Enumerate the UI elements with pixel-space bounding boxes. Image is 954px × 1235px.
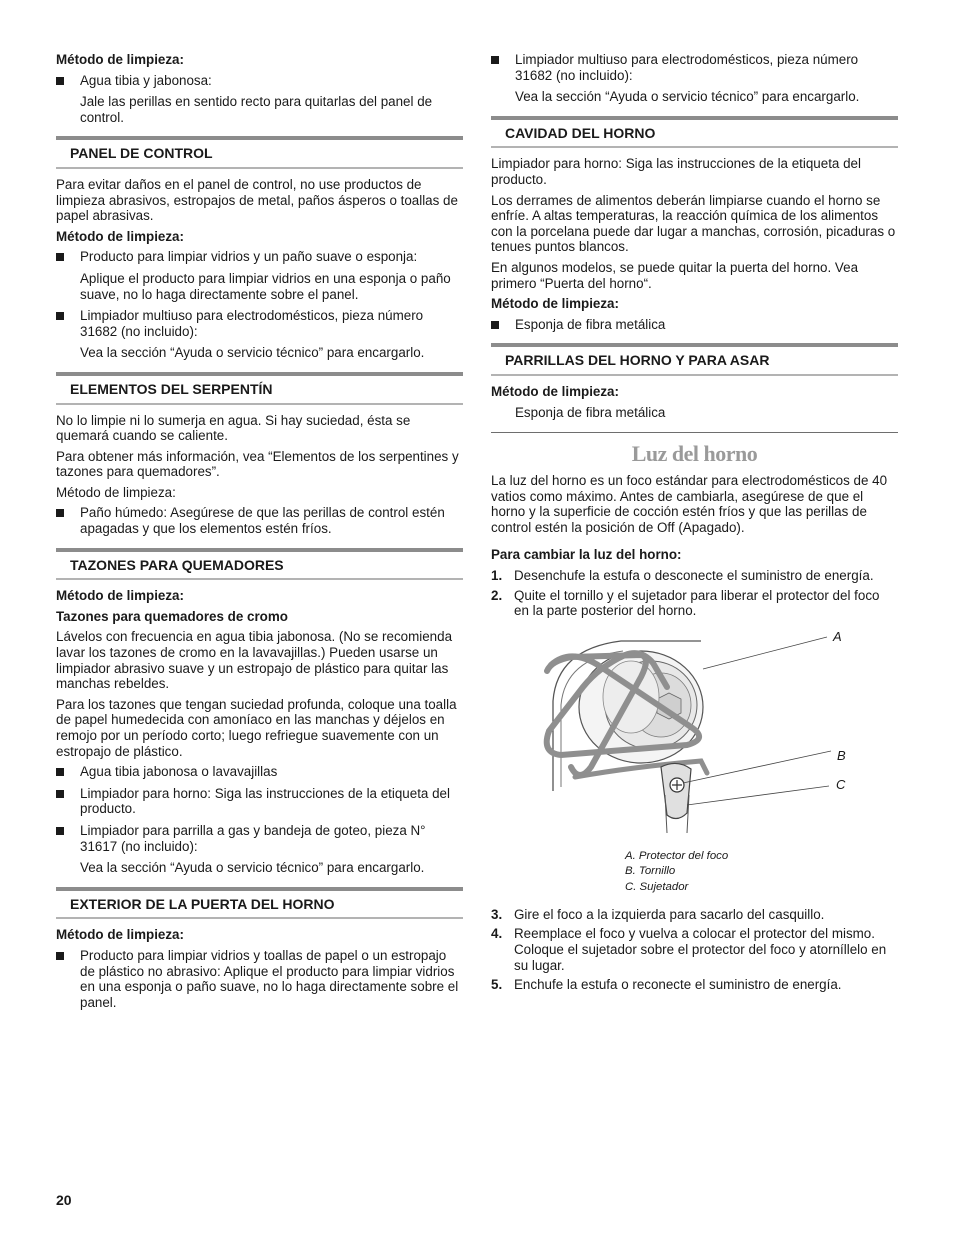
bullet-item: Agua tibia y jabonosa: [56,73,463,89]
section-header-cavidad: CAVIDAD DEL HORNO [491,116,898,149]
square-bullet-icon [56,77,64,85]
left-column [56,52,463,1016]
paragraph: En algunos modelos, se puede quitar la puerta del horno. Vea primero “Puerta del horno“. [491,259,859,291]
sub-label: Tazones para quemadores de cromo [56,608,288,624]
square-bullet-icon [56,768,64,776]
method-label: Método de limpieza: [491,383,619,399]
section-header-exterior: EXTERIOR DE LA PUERTA DEL HORNO [56,887,463,920]
bullet-item: Paño húmedo: Asegúrese de que las perillas de control estén apagadas y que los elementos estén fríos. [56,505,463,536]
oven-light-diagram [491,627,898,859]
section-header-tazones: TAZONES PARA QUEMADORES [56,548,463,581]
bullet-subtext: Jale las perillas en sentido recto para quitarlas del panel de control. [80,94,433,125]
bullet-item: Esponja de fibra metálica [491,317,898,333]
paragraph: Para los tazones que tengan suciedad profunda, coloque una toalla de papel humedecida con amoníaco en las manchas y déjelos en remojo por un período corto; luego refriegue suavemente con un estropajo de plástico. [56,696,457,759]
square-bullet-icon [56,312,64,320]
step-item: 4. Reemplace el foco y vuelva a colocar el protector del mismo. Coloque el sujetador sobre el protector del foco y atorníllelo en su lugar. [491,926,887,973]
callout-b: B [837,747,846,763]
bullet-item: Limpiador para horno: Siga las instrucciones de la etiqueta del producto. [56,786,463,817]
square-bullet-icon [56,790,64,798]
method-label: Método de limpieza: [56,588,184,604]
step-item: 5. Enchufe la estufa o reconecte el suministro de energía. [491,977,842,993]
square-bullet-icon [56,509,64,517]
callout-c: C [836,776,846,792]
step-item: 3. Gire el foco a la izquierda para sacarlo del casquillo. [491,906,825,922]
method-label: Método de limpieza: [56,228,184,244]
section-header-parrillas: PARRILLAS DEL HORNO Y PARA ASAR [491,343,898,376]
method-label: Método de limpieza: [56,484,176,500]
bullet-item: Limpiador para parrilla a gas y bandeja de goteo, pieza N° 31617 (no incluido): [56,823,463,854]
steps-label: Para cambiar la luz del horno: [491,547,682,563]
method-label: Método de limpieza: [491,296,619,312]
divider [491,432,898,433]
paragraph: No lo limpie ni lo sumerja en agua. Si hay suciedad, ésta se quemará cuando se caliente. [56,412,411,444]
bullet-subtext: Vea la sección “Ayuda o servicio técnico” para encargarlo. [515,89,860,105]
bulb-protector-illustration [491,627,898,893]
section-heading-luz: Luz del horno [631,441,758,467]
bullet-item: Agua tibia jabonosa o lavavajillas [56,764,463,780]
method-label: Método de limpieza: [56,927,184,943]
square-bullet-icon [56,827,64,835]
square-bullet-icon [56,253,64,261]
bullet-item: Limpiador multiuso para electrodomésticos, pieza número 31682 (no incluido): [491,52,898,83]
callout-a: A [833,628,842,644]
bullet-subtext: Vea la sección “Ayuda o servicio técnico” para encargarlo. [80,345,425,361]
paragraph: Lávelos con frecuencia en agua tibia jabonosa. (No se recomienda lavar los tazones de cromo en la lavavajillas.) Pueden usarse un limpiador abrasivo suave y un estropajo de plástico para quitar las manchas rebeldes. [56,629,453,692]
square-bullet-icon [491,321,499,329]
square-bullet-icon [491,56,499,64]
bullet-item: Producto para limpiar vidrios y toallas de papel o un estropajo de plástico no abrasivo: Aplique el producto para limpiar vidrios en una esponja o paño suave, no lo haga directamente sobre el panel. [56,948,463,1010]
method-label: Método de limpieza: [56,52,184,67]
section-header-serpentin: ELEMENTOS DEL SERPENTÍN [56,372,463,405]
paragraph: Los derrames de alimentos deberán limpiarse cuando el horno se enfríe. A altas temperaturas, la reacción química de los alimentos con la porcelana puede dar lugar a manchas, corrosión, picaduras o tenues puntos blancos. [491,192,896,255]
step-item: 1. Desenchufe la estufa o desconecte el suministro de energía. [491,568,874,584]
paragraph: Limpiador para horno: Siga las instrucciones de la etiqueta del producto. [491,156,861,187]
paragraph: Para obtener más información, vea “Elementos de los serpentines y tazones para quemadores”. [56,448,459,480]
section-header-panel: PANEL DE CONTROL [56,136,463,169]
paragraph: Para evitar daños en el panel de control, no use productos de limpieza abrasivos, estropajos de metal, paños ásperos o toallas de papel abrasivas. [56,176,458,224]
paragraph: La luz del horno es un foco estándar para electrodomésticos de 40 vatios como máximo. Antes de cambiarla, asegúrese de que el horno y la superficie de cocción estén fríos y que las perillas de control estén la posición de Off (Apagado). [491,473,888,535]
bullet-item: Producto para limpiar vidrios y un paño suave o esponja: [56,249,463,265]
page-number: 20 [56,1192,72,1208]
bullet-item: Limpiador multiuso para electrodomésticos, pieza número 31682 (no incluido): [56,308,463,339]
figure-caption: A. Protector del foco B. Tornillo C. Sujetador [625,849,729,893]
square-bullet-icon [56,952,64,960]
step-item: 2. Quite el tornillo y el sujetador para liberar el protector del foco en la parte posterior del horno. [491,587,880,619]
bullet-subtext: Esponja de fibra metálica [515,404,666,420]
bullet-subtext: Vea la sección “Ayuda o servicio técnico” para encargarlo. [80,860,425,876]
bullet-subtext: Aplique el producto para limpiar vidrios en una esponja o paño suave, no lo haga directamente sobre el panel. [80,270,451,302]
right-column [491,52,898,997]
